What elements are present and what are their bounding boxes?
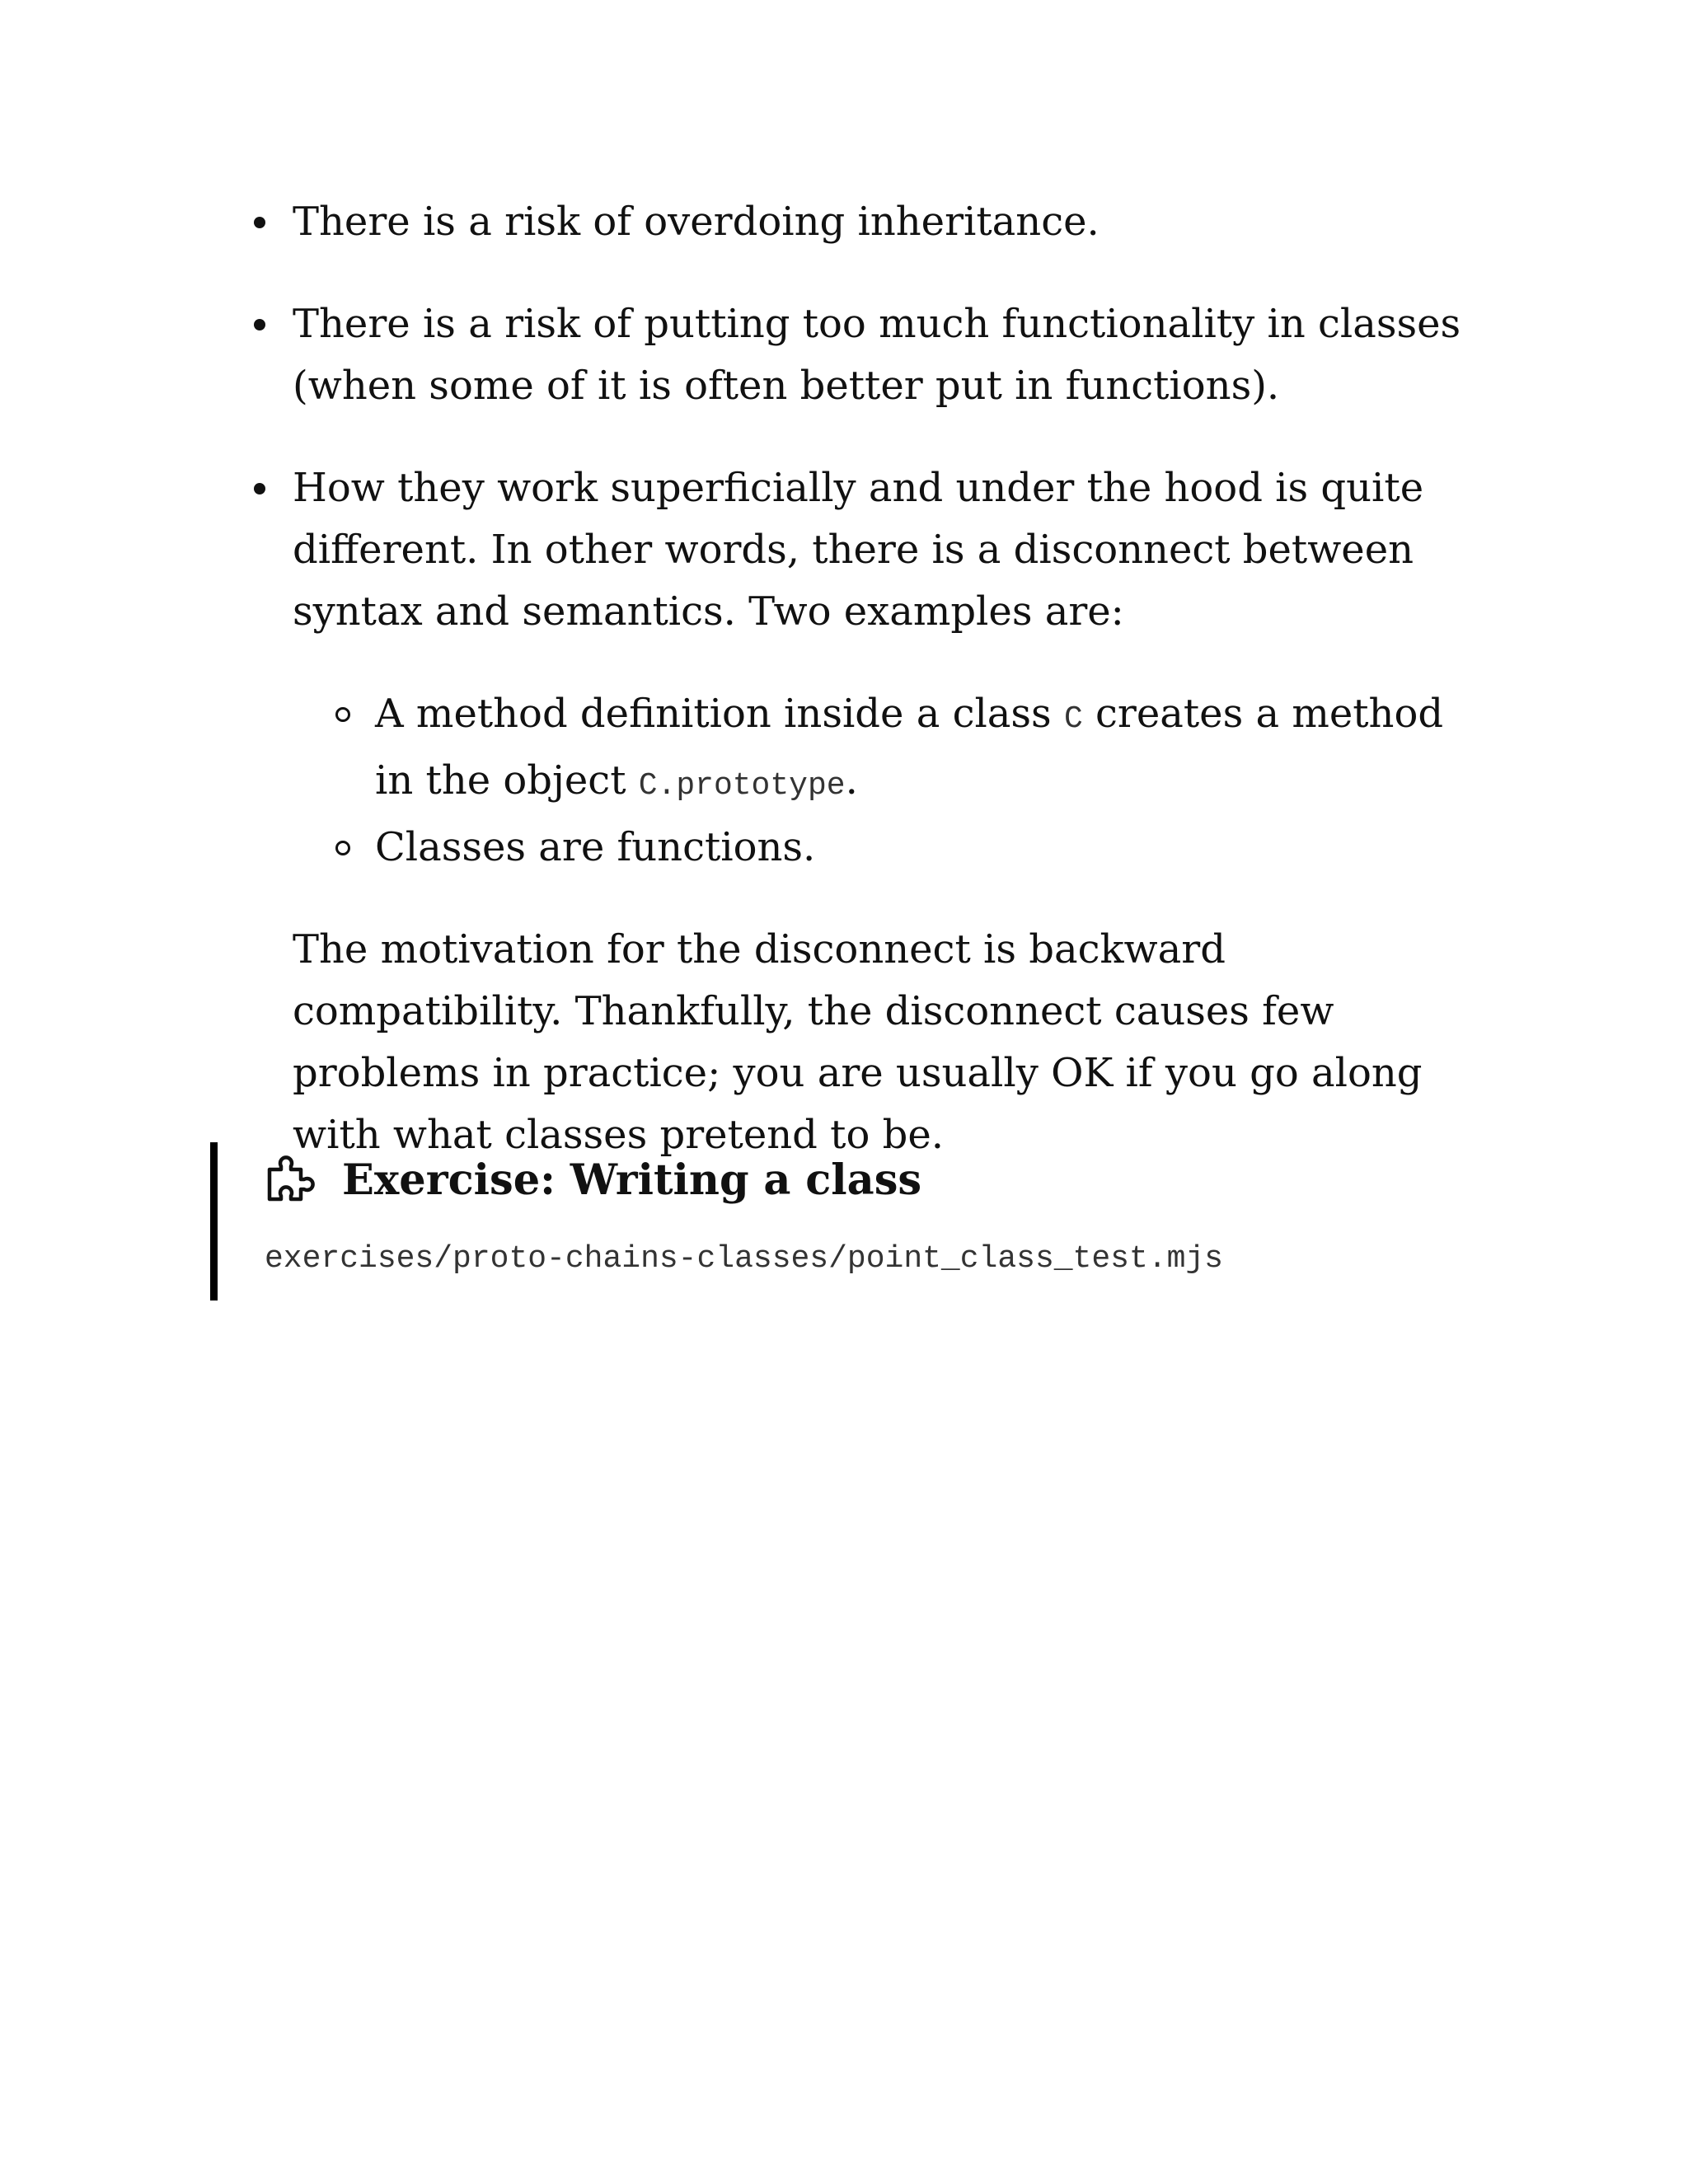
list-item-text: How they work superficially and under the hood is quite different. In other words, there is a disconnect between syntax and semantics. Two examples are: bbox=[293, 465, 1424, 635]
bullet-list bbox=[251, 191, 1471, 1166]
inline-code-prototype: C.prototype bbox=[638, 768, 846, 804]
exercise-title: Exercise: Writing a class bbox=[342, 1155, 922, 1205]
list-item bbox=[251, 191, 1471, 253]
circle-marker bbox=[335, 841, 350, 855]
exercise-file-path: exercises/proto-chains-classes/point_class_test.mjs bbox=[265, 1241, 1223, 1277]
exercise-box bbox=[210, 1142, 1454, 1301]
sub-item-text: A method definition inside a class C creates a method in the object C.prototype. bbox=[375, 691, 1444, 804]
list-item-text: There is a risk of overdoing inheritance. bbox=[293, 199, 1100, 245]
paragraph: The motivation for the disconnect is backward compatibility. Thankfully, the disconnect causes few problems in practice; you are usually OK if you go along with what classes pretend to be. bbox=[293, 926, 1423, 1158]
bullet-marker bbox=[254, 319, 265, 330]
exercise-header bbox=[265, 1142, 921, 1208]
sub-list-item bbox=[293, 817, 1471, 879]
sub-list-item bbox=[293, 683, 1471, 817]
inline-code-c: C bbox=[1063, 701, 1083, 737]
bullet-marker bbox=[254, 217, 265, 228]
document-content bbox=[251, 191, 1471, 1166]
list-item-text: There is a risk of putting too much functionality in classes (when some of it is often better put in functions). bbox=[293, 301, 1461, 409]
list-item bbox=[251, 293, 1471, 417]
sub-list bbox=[293, 683, 1471, 879]
sub-item-text: Classes are functions. bbox=[375, 824, 816, 870]
circle-marker bbox=[335, 707, 350, 722]
list-item bbox=[251, 457, 1471, 1166]
puzzle-piece-icon bbox=[265, 1148, 322, 1202]
bullet-marker bbox=[254, 483, 265, 494]
